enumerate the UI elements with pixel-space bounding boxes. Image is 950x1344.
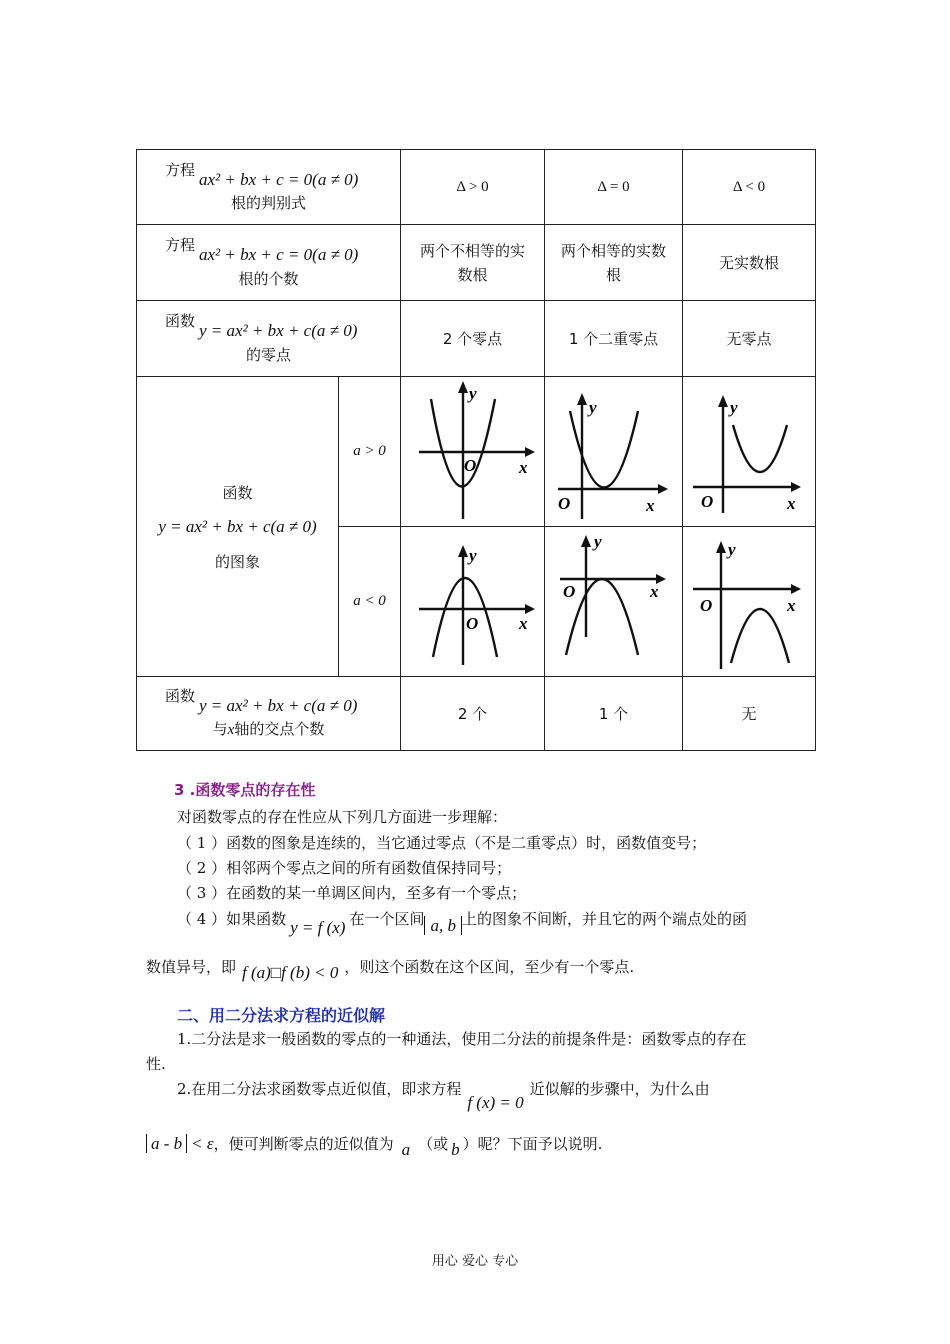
section-3-item-2: （ 2 ）相邻两个零点之间的所有函数值保持同号； bbox=[177, 859, 512, 877]
row-header bbox=[137, 150, 401, 225]
p3-var-a: a bbox=[401, 1140, 411, 1159]
section-2-p2 bbox=[177, 1078, 710, 1112]
axis-label-x: x bbox=[645, 495, 654, 515]
item-4-text-a: （ 4 ）如果函数 bbox=[177, 910, 287, 928]
discriminant-table bbox=[136, 149, 816, 751]
graph-down-two-roots bbox=[403, 529, 543, 675]
equation: ax² + bx + c = 0(a ≠ 0) bbox=[199, 245, 359, 265]
axis-label-x: x bbox=[787, 493, 796, 513]
cell-no-intersection: 无 bbox=[683, 677, 816, 751]
axis-label-x: x bbox=[518, 613, 527, 633]
cell-delta-zero: Δ = 0 bbox=[545, 150, 683, 225]
page-footer: 用心 爱心 专心 bbox=[431, 1254, 519, 1269]
row-header bbox=[137, 225, 401, 301]
cell-delta-positive: Δ > 0 bbox=[401, 150, 545, 225]
row-label: 函数 bbox=[222, 483, 253, 502]
axis-label-y: y bbox=[588, 397, 597, 417]
item-4-text-b: 在一个区间 bbox=[349, 910, 425, 928]
table-row bbox=[137, 225, 816, 301]
cell-double-root bbox=[545, 225, 683, 301]
axis-label-x: x bbox=[787, 595, 796, 615]
equation: ax² + bx + c = 0(a ≠ 0) bbox=[199, 169, 359, 189]
variable-x: x bbox=[227, 722, 235, 739]
axis-label-y: y bbox=[593, 531, 602, 551]
row-sublabel: 的零点 bbox=[245, 345, 291, 364]
axis-label-y: y bbox=[468, 383, 477, 403]
graph-down-double-root bbox=[546, 529, 682, 675]
section-2-p3 bbox=[146, 1133, 603, 1159]
item-4-text-d: 数值异号，即 bbox=[146, 958, 237, 976]
cond-a-positive: a > 0 bbox=[339, 377, 401, 527]
cell-two-zeros: 2 个零点 bbox=[401, 301, 545, 377]
table-row bbox=[137, 377, 816, 527]
p3-text-a: ，便可判断零点的近似值为 bbox=[213, 1135, 394, 1153]
cell-two-intersections: 2 个 bbox=[401, 677, 545, 751]
p2-text-b: 近似解的步骤中，为什么由 bbox=[529, 1080, 710, 1098]
axis-label-x: x bbox=[649, 581, 658, 601]
section-3-item-1: （ 1 ）函数的图象是连续的，当它通过零点（不是二重零点）时，函数值变号； bbox=[177, 834, 707, 852]
item-4-function: y = f (x) bbox=[290, 918, 346, 937]
table-row bbox=[137, 150, 816, 225]
section-3-item-4 bbox=[177, 908, 747, 937]
sublabel-post: 轴的交点个数 bbox=[234, 720, 325, 739]
p2-text-a: 2.在用二分法求函数零点近似值，即求方程 bbox=[177, 1080, 462, 1098]
p3-text-c: ）呢？下面予以说明. bbox=[462, 1135, 603, 1153]
row-header bbox=[137, 301, 401, 377]
item-4-interval: a, b bbox=[424, 916, 462, 935]
axis-label-x: x bbox=[518, 457, 527, 477]
section-3-item-3: （ 3 ）在函数的某一单调区间内，至多有一个零点； bbox=[177, 884, 527, 902]
graph-cell bbox=[401, 377, 545, 527]
cell-two-roots bbox=[401, 225, 545, 301]
p3-var-b: b bbox=[451, 1140, 460, 1159]
graph-cell bbox=[401, 527, 545, 677]
cell-one-double-zero: 1 个二重零点 bbox=[545, 301, 683, 377]
cond-a-negative: a < 0 bbox=[339, 527, 401, 677]
section-3-title: 3 .函数零点的存在性 bbox=[174, 781, 316, 799]
row-label: 方程 bbox=[165, 160, 196, 179]
cell-text: 两个相等的实数根 bbox=[560, 241, 666, 284]
section-2-p1: 1.二分法是求一般函数的零点的一种通法，使用二分法的前提条件是：函数零点的存在 bbox=[177, 1030, 747, 1048]
axis-label-y: y bbox=[728, 539, 736, 559]
item-4-product: f (a)□f (b) < 0 bbox=[242, 963, 339, 982]
cell-delta-negative: Δ < 0 bbox=[683, 150, 816, 225]
p2-equation: f (x) = 0 bbox=[467, 1093, 524, 1112]
origin-label: O bbox=[701, 491, 714, 511]
origin-label: O bbox=[562, 581, 575, 601]
section-3-intro: 对函数零点的存在性应从下列几方面进一步理解： bbox=[177, 808, 508, 826]
graph-cell bbox=[683, 527, 816, 677]
row-label: 函数 bbox=[165, 686, 196, 705]
origin-label: O bbox=[463, 455, 476, 475]
sublabel-pre: 与 bbox=[212, 720, 228, 739]
graph-cell bbox=[545, 527, 683, 677]
item-4-text-c: 上的图象不间断，并且它的两个端点处的函 bbox=[461, 910, 747, 928]
row-label: 方程 bbox=[165, 236, 196, 255]
equation: y = ax² + bx + c(a ≠ 0) bbox=[158, 516, 317, 536]
section-2-p1-cont: 性. bbox=[146, 1055, 166, 1073]
graph-cell bbox=[683, 377, 816, 527]
cell-text: 两个不相等的实数根 bbox=[419, 241, 525, 284]
p3-text-b: （或 bbox=[418, 1135, 449, 1153]
graph-row-header bbox=[137, 377, 339, 677]
table-row bbox=[137, 677, 816, 751]
axis-label-y: y bbox=[730, 397, 738, 417]
row-sublabel: 的图象 bbox=[214, 552, 260, 571]
cell-one-intersection: 1 个 bbox=[545, 677, 683, 751]
graph-up-no-root bbox=[683, 379, 815, 525]
row-sublabel bbox=[137, 721, 400, 739]
origin-label: O bbox=[557, 493, 570, 513]
graph-up-two-roots bbox=[403, 379, 543, 525]
equation: y = ax² + bx + c(a ≠ 0) bbox=[199, 321, 358, 341]
cell-no-zero: 无零点 bbox=[683, 301, 816, 377]
p3-abs-diff: a - b bbox=[146, 1134, 187, 1153]
graph-up-double-root bbox=[546, 379, 682, 525]
row-label: 函数 bbox=[165, 312, 196, 331]
row-sublabel: 根的个数 bbox=[238, 269, 299, 288]
axis-label-y: y bbox=[468, 545, 477, 565]
graph-down-no-root bbox=[683, 529, 815, 675]
graph-cell bbox=[545, 377, 683, 527]
item-4-text-e: ，则这个函数在这个区间，至少有一个零点. bbox=[344, 958, 635, 976]
origin-label: O bbox=[465, 613, 478, 633]
row-header bbox=[137, 677, 401, 751]
section-3-item-4-cont bbox=[146, 956, 635, 982]
equation: y = ax² + bx + c(a ≠ 0) bbox=[199, 695, 358, 715]
p3-less-than-eps: < ε bbox=[191, 1134, 214, 1153]
section-2-title: 二、用二分法求方程的近似解 bbox=[177, 1006, 386, 1025]
table-row bbox=[137, 301, 816, 377]
row-sublabel: 根的判别式 bbox=[230, 194, 306, 213]
origin-label: O bbox=[700, 595, 713, 615]
cell-no-root: 无实数根 bbox=[683, 225, 816, 301]
